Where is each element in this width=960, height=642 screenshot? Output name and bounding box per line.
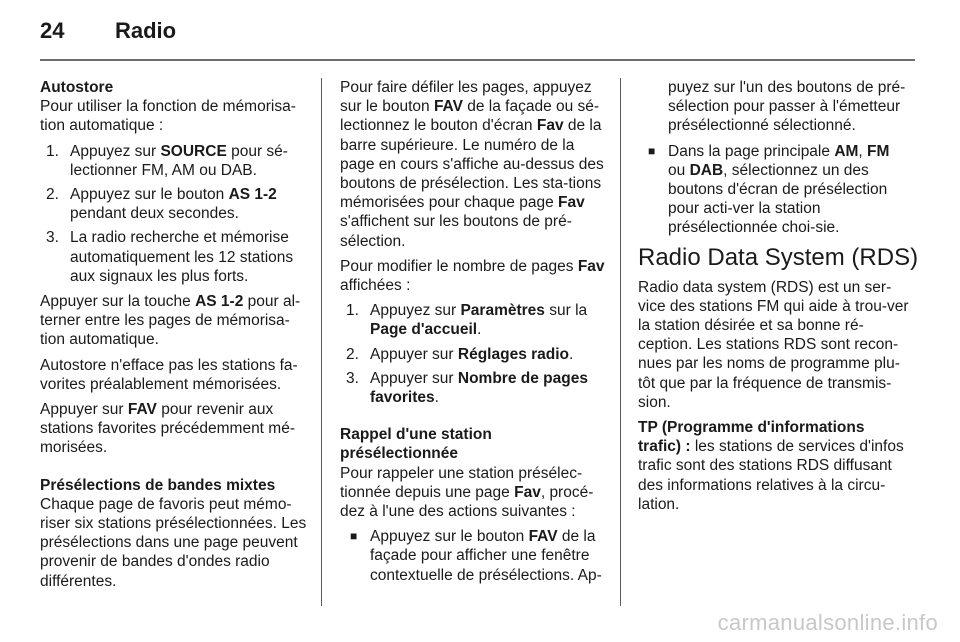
- paragraph-modify-pages: Pour modifier le nombre de pages Fav affichées :: [340, 257, 605, 295]
- tp-paragraph: TP (Programme d'informations trafic) : les stations de services d'infos trafic sont des stations RDS diffusant des informations relatives à la circu-lation.: [638, 419, 904, 513]
- mixed-presets-text: Chaque page de favoris peut mémo-riser six stations présélectionnées. Les présélections dans une page peuvent provenir de bandes d'ondes radio différentes.: [40, 495, 307, 590]
- recall-options-cont: [638, 142, 910, 238]
- list-item: 2. Appuyez sur le bouton AS 1-2 pendant deux secondes.: [46, 186, 277, 223]
- paragraph-erase: Autostore n'efface pas les stations fa-vorites préalablement mémorisées.: [40, 356, 298, 393]
- bullet-continuation: puyez sur l'un des boutons de pré-sélection pour passer à l'émetteur présélectionné sélectionné.: [668, 79, 906, 135]
- autostore-heading: Autostore: [40, 79, 114, 96]
- step-number: 2.: [46, 186, 59, 204]
- recall-text: Pour rappeler une station présélec-tionnée depuis une page Fav, procé-dez à l'une des actions suivantes :: [340, 464, 594, 521]
- list-item: 1. Appuyez sur Paramètres sur la Page d'accueil.: [346, 302, 588, 339]
- recall-options: [340, 527, 605, 585]
- autostore-steps: [40, 142, 308, 286]
- bullet-icon: ■: [648, 143, 656, 158]
- step-number: 1.: [46, 142, 59, 160]
- paragraph-scroll-pages: Pour faire défiler les pages, appuyez sur le bouton FAV de la façade ou sé-lectionnez le bouton d'écran Fav de la barre supérieure. Le numéro de la page en cours s'affiche au-dessus des boutons de présélection. Les sta-tions mémorisées pour chaque page Fav s'affichent sur les boutons de pré-sélection.: [340, 79, 604, 250]
- step-number: 3.: [346, 369, 359, 387]
- modify-steps: [340, 301, 605, 407]
- step-number: 1.: [346, 302, 359, 320]
- mixed-presets-heading: Présélections de bandes mixtes: [40, 476, 276, 494]
- list-item: ■ Dans la page principale AM, FM ou DAB, sélectionnez un des boutons d'écran de présélection pour acti-ver la station présélectionnée choi-sie.: [648, 142, 890, 237]
- list-item: 3. La radio recherche et mémorise automatiquement les 12 stations aux signaux les plus forts.: [46, 229, 294, 285]
- autostore-intro: Pour utiliser la fonction de mémorisa-tion automatique :: [40, 98, 296, 135]
- bullet-icon: ■: [350, 529, 358, 544]
- step-number: 2.: [346, 345, 359, 363]
- list-item: 1. Appuyez sur SOURCE pour sé-lectionner FM, AM ou DAB.: [46, 142, 288, 179]
- rds-text: Radio data system (RDS) est un ser-vice des stations FM qui aide à trou-ver la station désirée et sa bonne ré-ception. Les stations RDS sont recon-nues par les noms de programme plu-tôt que par la fréquence de transmis-sion.: [638, 278, 909, 411]
- paragraph-as12: Appuyer sur la touche AS 1-2 pour al-terner entre les pages de mémorisa-tion automatique.: [40, 293, 301, 349]
- list-item: 3. Appuyer sur Nombre de pages favorites.: [346, 369, 588, 407]
- list-item: ■ Appuyez sur le bouton FAV de la façade pour afficher une fenêtre contextuelle de présélections. Ap-: [350, 528, 602, 584]
- column-divider-2: [620, 78, 621, 606]
- watermark: carmanualsonline.info: [717, 610, 938, 635]
- page-title: Radio: [115, 18, 177, 43]
- rds-heading: Radio Data System (RDS): [638, 243, 919, 271]
- page-header: [0, 0, 960, 60]
- recall-heading: Rappel d'une station présélectionnée: [340, 426, 492, 463]
- list-item: 2. Appuyer sur Réglages radio.: [346, 345, 574, 363]
- page-number: 24: [40, 18, 65, 43]
- column-2: [340, 78, 605, 591]
- column-3: [638, 78, 919, 520]
- step-number: 3.: [46, 229, 59, 247]
- column-divider-1: [321, 78, 322, 606]
- paragraph-fav: Appuyer sur FAV pour revenir aux stations favorites précédemment mé-morisées.: [40, 401, 295, 457]
- header-rule: [40, 59, 915, 61]
- column-1: [40, 78, 308, 597]
